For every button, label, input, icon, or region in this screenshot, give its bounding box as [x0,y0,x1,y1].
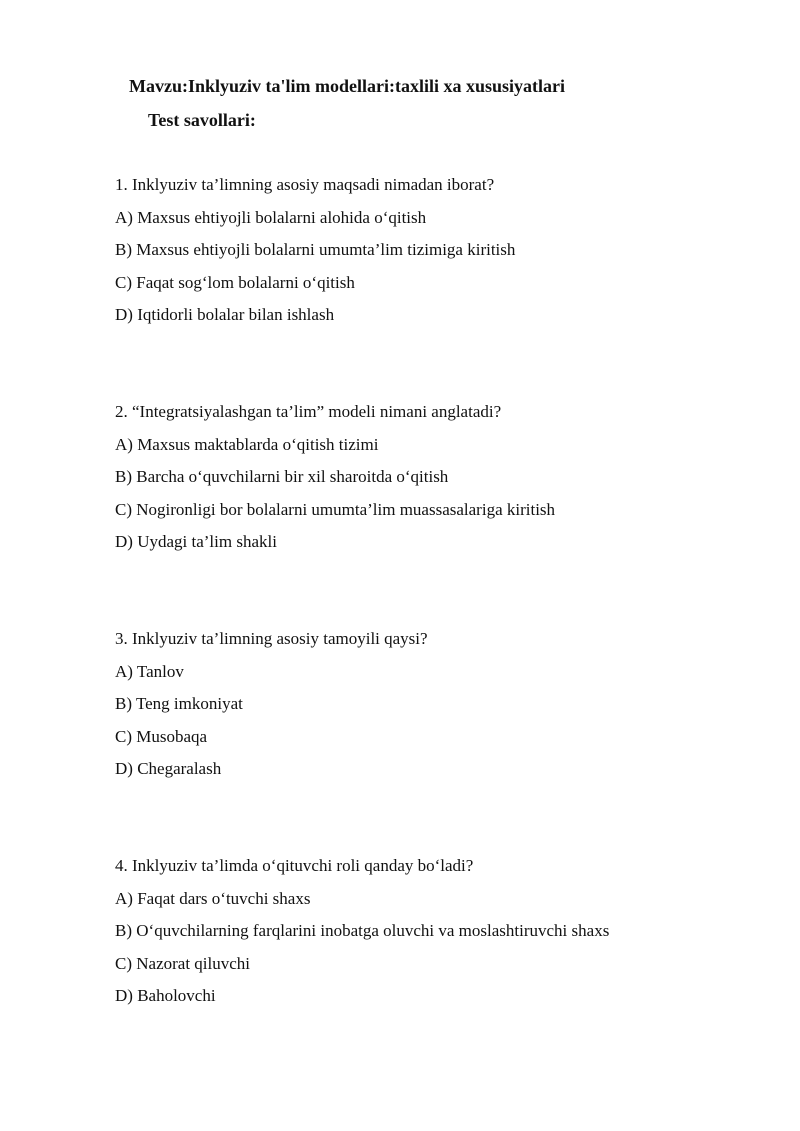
answer-option-c: C) Faqat sog‘lom bolalarni o‘qitish [115,272,355,292]
answer-option-d: D) Baholovchi [115,986,216,1005]
question-block-4 [115,850,755,1013]
question-text: 1. Inklyuziv ta’limning asosiy maqsadi nimadan iborat? [115,175,495,194]
answer-option-b: B) Maxsus ehtiyojli bolalarni umumta’lim tizimiga kiritish [115,240,516,259]
question-block-2 [115,396,755,559]
answer-option-c: C) Nogironligi bor bolalarni umumta’lim muassasalariga kiritish [115,499,556,519]
answer-option-b: B) O‘quvchilarning farqlarini inobatga oluvchi va moslashtiruvchi shaxs [115,921,610,940]
answer-option-d: D) Uydagi ta’lim shakli [115,532,277,551]
question-block-3 [115,623,755,786]
answer-option-c: C) Musobaqa [115,726,208,746]
answer-option-b: B) Barcha o‘quvchilarni bir xil sharoitda o‘qitish [115,467,449,486]
document-title: Mavzu:Inklyuziv ta'lim modellari:taxlili xa xususiyatlari [129,76,565,96]
answer-option-c: C) Nazorat qiluvchi [115,953,251,973]
answer-option-d: D) Iqtidorli bolalar bilan ishlash [115,305,335,324]
answer-option-d: D) Chegaralash [115,759,222,778]
question-text: 4. Inklyuziv ta’limda o‘qituvchi roli qanday bo‘ladi? [115,856,474,875]
question-block-1 [115,169,755,332]
answer-option-a: A) Maxsus ehtiyojli bolalarni alohida o‘qitish [115,207,427,227]
answer-option-a: A) Maxsus maktablarda o‘qitish tizimi [115,434,379,454]
answer-option-a: A) Tanlov [115,661,184,681]
answer-option-b: B) Teng imkoniyat [115,694,243,713]
document-subtitle: Test savollari: [148,110,256,130]
question-text: 3. Inklyuziv ta’limning asosiy tamoyili qaysi? [115,629,428,648]
question-text: 2. “Integratsiyalashgan ta’lim” modeli nimani anglatadi? [115,402,502,421]
answer-option-a: A) Faqat dars o‘tuvchi shaxs [115,888,311,908]
